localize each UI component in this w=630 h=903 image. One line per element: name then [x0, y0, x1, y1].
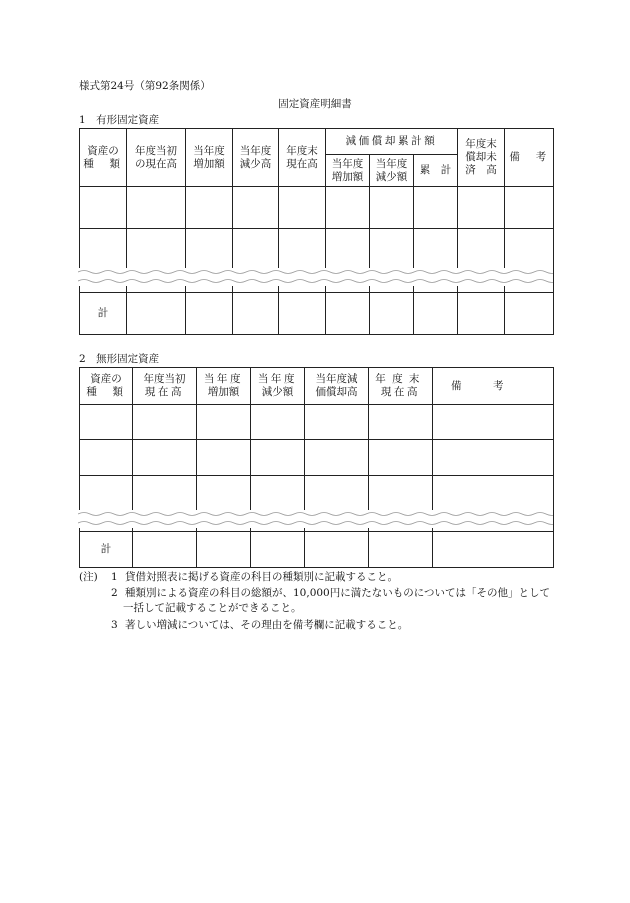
- section-title-tangible: 1 有形固定資産: [79, 114, 160, 126]
- header-remarks: 備 考: [505, 129, 554, 187]
- header-ending-balance: 年度末 現在高: [279, 129, 326, 187]
- note-3: 3 著しい増減については、その理由を備考欄に記載すること。: [111, 619, 409, 631]
- header-row: [80, 368, 554, 405]
- header-accum-total: 累 計: [414, 155, 458, 187]
- table-row: [80, 476, 554, 512]
- header-ending-balance: 年度末 現在高: [369, 368, 433, 405]
- notes-label: (注): [79, 571, 98, 583]
- total-label: 計: [80, 293, 127, 335]
- notes: [79, 570, 559, 633]
- header-beginning-balance: 年度当初 の現在高: [127, 129, 186, 187]
- header-accumulated-depreciation: 減価償却累計額: [326, 129, 458, 155]
- note-1: (注) 1 貸借対照表に掲げる資産の科目の種類別に記載すること。: [79, 571, 398, 583]
- intangible-assets-table: [79, 367, 554, 568]
- header-accum-increase: 当年度 増加額: [326, 155, 370, 187]
- form-number: 様式第24号（第92条関係）: [79, 80, 211, 92]
- header-decrease: 当年度 減少高: [233, 129, 279, 187]
- total-row: [80, 293, 554, 335]
- table-row: [80, 229, 554, 271]
- section-title-intangible: 2 無形固定資産: [79, 353, 160, 365]
- total-row: [80, 532, 554, 568]
- header-row-1: [80, 129, 554, 155]
- note-2: 2 種類別による資産の科目の総額が、10,000円に満たないものについては「その他」として: [111, 587, 551, 599]
- note-2-continued: 一括して記載することができること。: [123, 602, 302, 614]
- header-asset-type: 資産の 種 類: [80, 368, 133, 405]
- header-accum-decrease: 当年度 減少額: [370, 155, 414, 187]
- header-net-unamortized: 年度末 償却未 済 高: [458, 129, 505, 187]
- header-asset-type: 資産の 種 類: [80, 129, 127, 187]
- table-break-wave: [78, 510, 553, 528]
- header-decrease: 当年度 減少額: [251, 368, 305, 405]
- document-title: 固定資産明細書: [278, 98, 352, 110]
- header-beginning-balance: 年度当初 現在高: [133, 368, 197, 405]
- table-break-wave: [78, 268, 553, 286]
- header-amortization: 当年度減 価償却高: [305, 368, 369, 405]
- table-row: [80, 187, 554, 229]
- header-increase: 当年度 増加額: [186, 129, 233, 187]
- total-label: 計: [80, 532, 133, 568]
- table-row: [80, 405, 554, 440]
- table-row: [80, 440, 554, 476]
- header-increase: 当年度 増加額: [197, 368, 251, 405]
- header-remarks: 備 考: [433, 368, 554, 405]
- tangible-assets-table: [79, 128, 554, 335]
